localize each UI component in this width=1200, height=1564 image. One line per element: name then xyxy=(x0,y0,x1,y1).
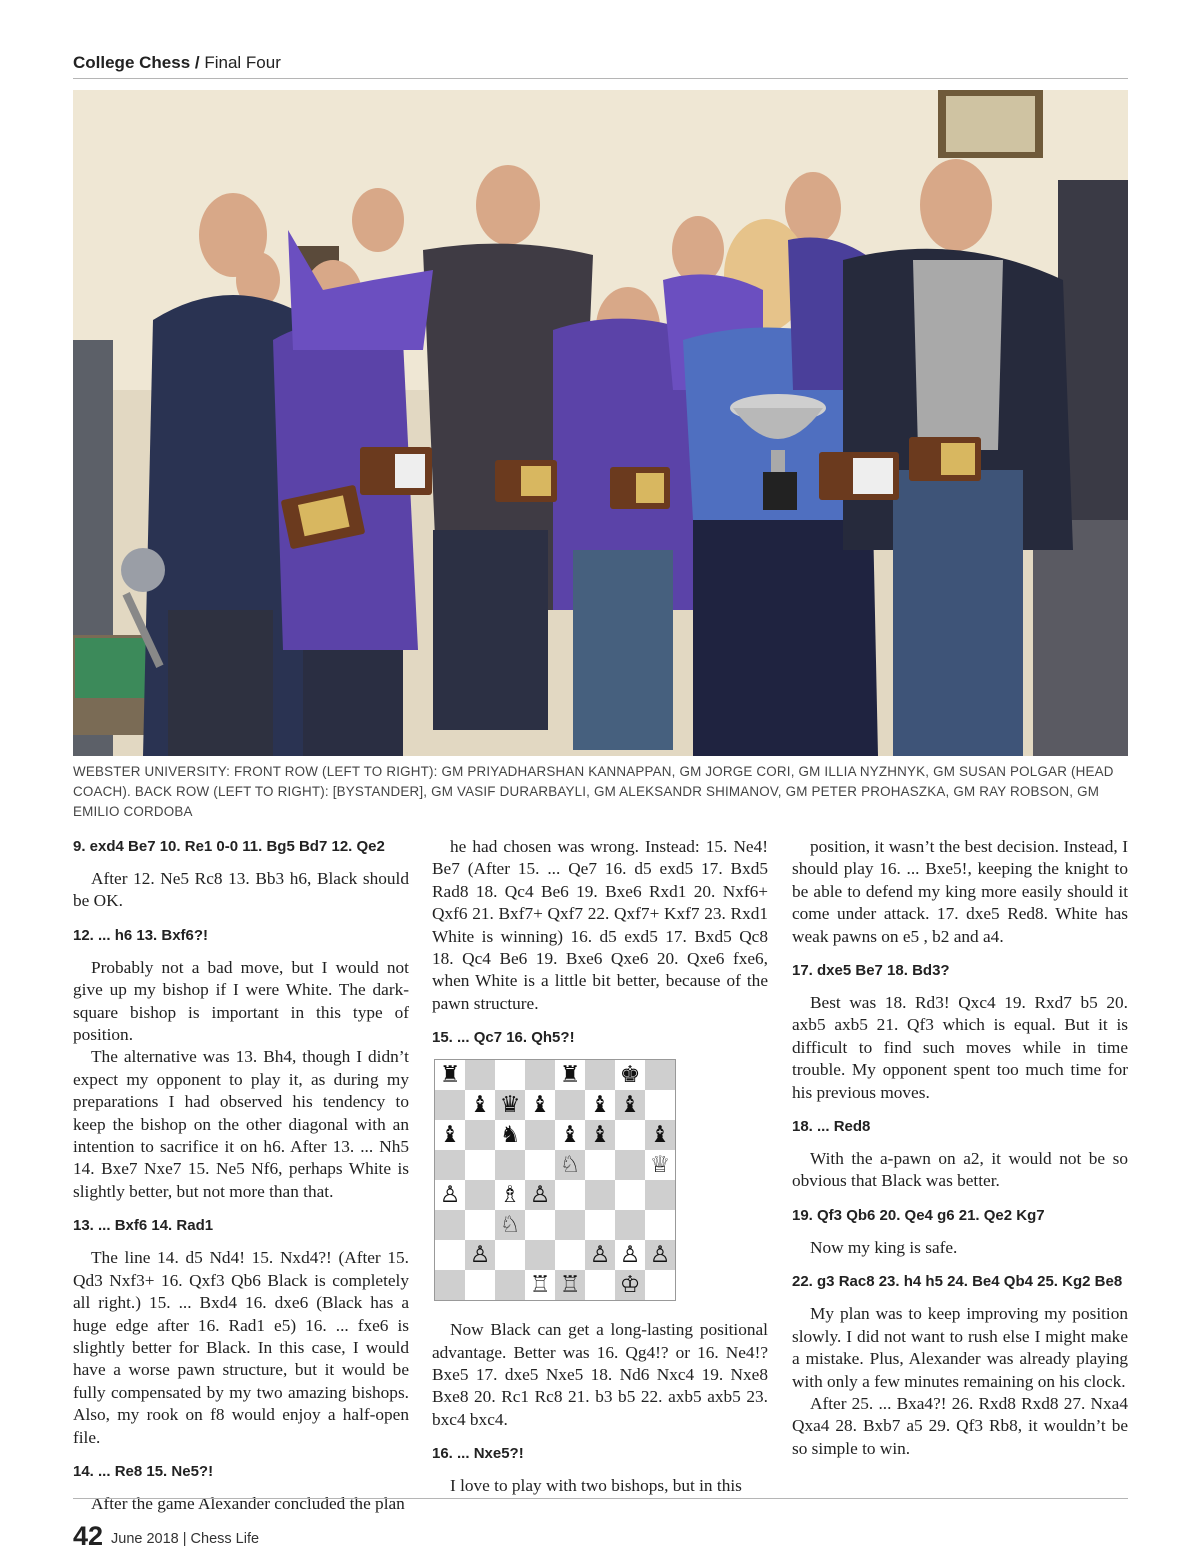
board-square xyxy=(645,1210,675,1240)
running-header xyxy=(73,50,1128,79)
board-square xyxy=(585,1210,615,1240)
board-square: ♖ xyxy=(555,1270,585,1300)
board-square xyxy=(465,1060,495,1090)
paragraph: I love to play with two bishops, but in this xyxy=(450,1476,742,1496)
board-square xyxy=(585,1150,615,1180)
board-square xyxy=(525,1060,555,1090)
issue-info: June 2018 | Chess Life xyxy=(111,1531,260,1547)
board-square xyxy=(495,1150,525,1180)
paragraph: Best was 18. Rd3! Qxc4 19. Rxd7 b5 20. axb5 axb5 21. Qf3 which is equal. But it is difficult to find such moves while in time trouble. My opponent spent too much time for his previous moves. xyxy=(792,993,1128,1102)
board-square xyxy=(615,1150,645,1180)
board-square xyxy=(495,1270,525,1300)
move-heading: 17. dxe5 Be7 18. Bd3? xyxy=(792,962,950,980)
subsection-title: Final Four xyxy=(204,53,281,72)
move-heading: 19. Qf3 Qb6 20. Qe4 g6 21. Qe2 Kg7 xyxy=(792,1206,1045,1224)
paragraph: The alternative was 13. Bh4, though I didn’t expect my opponent to play it, as during my preparations I had observed his tendency to keep the bishop on the other diagonal with an intention to sacrifice it on h6. After 13. ... Nh5 14. Bxe7 Nxe7 15. Ne5 Nf6, perhaps White is slightly better, but not more than that. xyxy=(73,1047,409,1201)
board-square xyxy=(435,1090,465,1120)
board-square xyxy=(555,1180,585,1210)
board-square: ♙ xyxy=(525,1180,555,1210)
board-square: ♝ xyxy=(525,1090,555,1120)
paragraph: Now Black can get a long-lasting positional advantage. Better was 16. Qg4!? or 16. Ne4!? Bxe5 17. dxe5 Nxe5 18. Nd6 Nxc4 19. Nxe8 Bxe8 20. Rc1 Rc8 21. b3 b5 22. axb5 axb5 23. bxc4 bxc4. xyxy=(432,1320,768,1429)
page-footer xyxy=(73,1498,1128,1559)
board-square: ♛ xyxy=(495,1090,525,1120)
move-heading: 15. ... Qc7 16. Qh5?! xyxy=(432,1029,575,1047)
board-square xyxy=(465,1150,495,1180)
paragraph: After 12. Ne5 Rc8 13. Bb3 h6, Black should be OK. xyxy=(73,869,409,911)
move-heading: 14. ... Re8 15. Ne5?! xyxy=(73,1462,214,1480)
board-square xyxy=(525,1240,555,1270)
paragraph: The line 14. d5 Nd4! 15. Nxd4?! (After 15. Qd3 Nxf3+ 16. Qxf3 Qb6 Black is completely all right.) 15. ... Bxd4 16. dxe6 (Black has a huge edge after 16. Rad1 e5) 16. ... fxe6 is slightly better for Black. In this case, I would have a worse pawn structure, but it would be fully compensated by my two amazing bishops. Also, my rook on f8 would enjoy a half-open file. xyxy=(73,1248,409,1447)
move-heading: 12. ... h6 13. Bxf6?! xyxy=(73,926,209,944)
board-square xyxy=(615,1180,645,1210)
column-1 xyxy=(73,836,409,1515)
board-square xyxy=(465,1270,495,1300)
board-square: ♙ xyxy=(585,1240,615,1270)
board-square: ♜ xyxy=(555,1060,585,1090)
board-square: ♔ xyxy=(615,1270,645,1300)
header-separator: / xyxy=(190,53,205,72)
board-square xyxy=(615,1120,645,1150)
board-square: ♝ xyxy=(435,1120,465,1150)
paragraph: position, it wasn’t the best decision. Instead, I should play 16. ... Bxe5!, keeping the knight to be able to defend my king more easily should it come under attack. 17. dxe5 Red8. White has weak pawns on e5 , b2 and a4. xyxy=(792,837,1128,946)
column-3 xyxy=(792,836,1128,1460)
move-heading: 22. g3 Rac8 23. h4 h5 24. Be4 Qb4 25. Kg2 Be8 xyxy=(792,1273,1123,1291)
paragraph: After the game Alexander concluded the plan xyxy=(91,1493,405,1513)
move-heading: 9. exd4 Be7 10. Re1 0-0 11. Bg5 Bd7 12. Qe2 xyxy=(73,838,385,855)
paragraph: My plan was to keep improving my position slowly. I did not want to rush else I might make a mistake. Plus, Alexander was already playing with only a few minutes remaining on his clock. xyxy=(792,1304,1128,1391)
board-square xyxy=(645,1090,675,1120)
board-square: ♝ xyxy=(465,1090,495,1120)
paragraph: With the a-pawn on a2, it would not be so obvious that Black was better. xyxy=(792,1149,1128,1191)
chess-diagram xyxy=(434,1059,676,1301)
paragraph: Now my king is safe. xyxy=(810,1237,958,1257)
board-square xyxy=(525,1150,555,1180)
board-square: ♘ xyxy=(555,1150,585,1180)
section-title: College Chess xyxy=(73,53,191,72)
board-square: ♕ xyxy=(645,1150,675,1180)
board-square: ♝ xyxy=(555,1120,585,1150)
board-square: ♚ xyxy=(615,1060,645,1090)
board-square xyxy=(585,1270,615,1300)
team-photo-illustration xyxy=(73,90,1128,756)
board-square: ♙ xyxy=(645,1240,675,1270)
board-square: ♙ xyxy=(435,1180,465,1210)
board-square xyxy=(525,1210,555,1240)
board-square: ♙ xyxy=(465,1240,495,1270)
board-square xyxy=(465,1180,495,1210)
board-square: ♞ xyxy=(495,1120,525,1150)
board-square xyxy=(585,1180,615,1210)
board-square xyxy=(465,1210,495,1240)
board-square: ♜ xyxy=(435,1060,465,1090)
board-square xyxy=(435,1150,465,1180)
board-square xyxy=(555,1210,585,1240)
board-square: ♖ xyxy=(525,1270,555,1300)
page-number: 42 xyxy=(73,1521,104,1551)
move-heading: 16. ... Nxe5?! xyxy=(432,1445,524,1463)
board-square xyxy=(435,1210,465,1240)
board-square: ♝ xyxy=(615,1090,645,1120)
board-square xyxy=(435,1240,465,1270)
column-2 xyxy=(432,836,768,1498)
board-square xyxy=(435,1270,465,1300)
team-photo xyxy=(73,90,1128,756)
board-square xyxy=(555,1240,585,1270)
paragraph: he had chosen was wrong. Instead: 15. Ne4! Be7 (After 15. ... Qe7 16. d5 exd5 17. Bxd5 Rad8 18. Qc4 Be6 19. Bxe6 Rxd1 20. Nxf6+ Qxf6 21. Bxf7+ Qxf7 22. Qxf7+ Kxf7 23. Rxd1 White is winning) 16. d5 exd5 17. Bxd5 Qc8 18. Qc4 Be6 19. Bxe6 Qxe6 20. Qxe6 fxe6, when White is a little bit better, because of the pawn structure. xyxy=(432,837,768,1013)
board-square: ♝ xyxy=(585,1090,615,1120)
board-square: ♗ xyxy=(495,1180,525,1210)
move-heading: 18. ... Red8 xyxy=(792,1118,871,1136)
board-square xyxy=(645,1060,675,1090)
board-square xyxy=(645,1180,675,1210)
paragraph: After 25. ... Bxa4?! 26. Rxd8 Rxd8 27. Nxa4 Qxa4 28. Bxb7 a5 29. Qf3 Rb8, it wouldn’t be so simple to win. xyxy=(792,1393,1128,1458)
board-square: ♘ xyxy=(495,1210,525,1240)
board-square xyxy=(465,1120,495,1150)
board-square xyxy=(555,1090,585,1120)
board-square xyxy=(525,1120,555,1150)
paragraph: Probably not a bad move, but I would not give up my bishop if I were White. The dark-square bishop is important in this type of position. xyxy=(73,957,409,1045)
board-square xyxy=(585,1060,615,1090)
board-square xyxy=(495,1240,525,1270)
board-square: ♝ xyxy=(585,1120,615,1150)
board-square xyxy=(495,1060,525,1090)
board-square xyxy=(645,1270,675,1300)
board-square xyxy=(615,1210,645,1240)
photo-caption: WEBSTER UNIVERSITY: FRONT ROW (LEFT TO RIGHT): GM PRIYADHARSHAN KANNAPPAN, GM JORGE CORI, GM ILLIA NYZHNYK, GM SUSAN POLGAR (HEAD COACH). BACK ROW (LEFT TO RIGHT): [BYSTANDER], GM VASIF DURARBAYLI, GM ALEKSANDR SHIMANOV, GM PETER PROHASZKA, GM RAY ROBSON, GM EMILIO CORDOBA xyxy=(73,764,1114,819)
move-heading: 13. ... Bxf6 14. Rad1 xyxy=(73,1217,214,1235)
board-square: ♙ xyxy=(615,1240,645,1270)
board-square: ♝ xyxy=(645,1120,675,1150)
